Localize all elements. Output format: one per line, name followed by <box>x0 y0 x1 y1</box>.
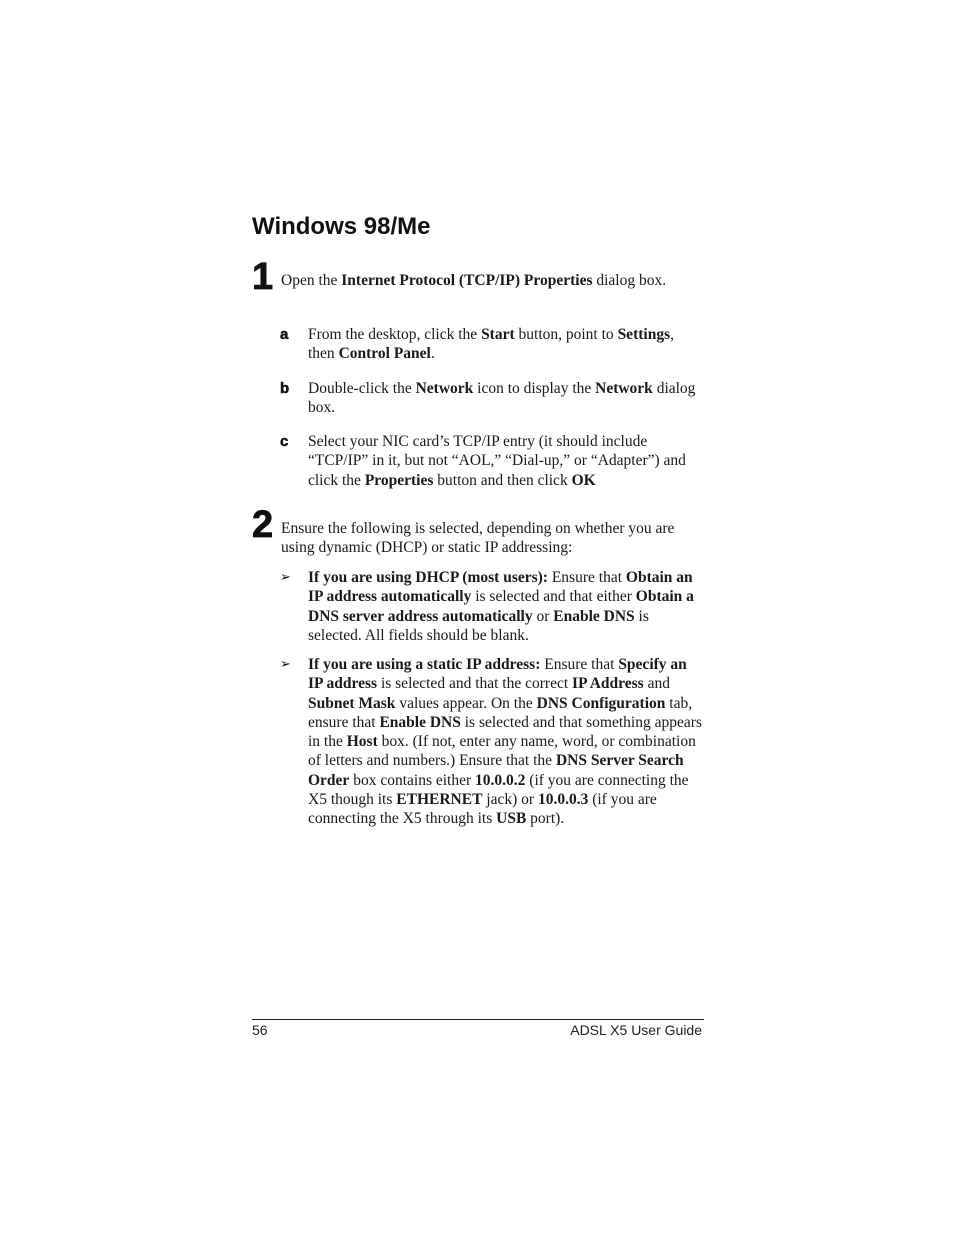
bold-term: If you are using a static IP address: <box>308 656 541 673</box>
bold-term: Internet Protocol (TCP/IP) Properties <box>341 272 593 289</box>
bold-term: Start <box>481 326 515 343</box>
bold-term: 10.0.0.3 <box>537 791 589 809</box>
bold-term: USB <box>496 810 527 828</box>
bold-term: Subnet Mask <box>308 694 396 712</box>
bold-term: Host <box>346 733 378 751</box>
substep-b-text: Double-click the Network icon to display the Network dialog box. <box>308 380 696 417</box>
bold-term: OK <box>571 471 596 489</box>
step-1-number: 1 <box>252 256 274 298</box>
bold-term: IP Address <box>572 675 644 693</box>
bullet-static-ip-text: If you are using a static IP address: Ensure that Specify an IP address is selected and that the correct IP Address and Subnet Mask values appear. On the DNS Configuration tab, ensure that Enable DNS is selected and that something appears in the Host box. (If not, enter any name, word, or combination of letters and numbers.) Ensure that the DNS Server Search Order box contains either 10.0.0.2 (if you are connecting the X5 though its ETHERNET jack) or 10.0.0.3 (if you are connecting the X5 through its USB port). <box>308 656 702 828</box>
bold-term: DNS Server Search Order <box>308 752 684 789</box>
bold-term: Properties <box>364 471 434 489</box>
substep-c-text: Select your NIC card’s TCP/IP entry (it should include “TCP/IP” in it, but not “AOL,” “Dial-up,” or “Adapter”) and click the Properties button and then click OK <box>308 433 686 489</box>
bold-term: DNS Configuration <box>536 694 666 712</box>
step-2-text: Ensure the following is selected, depending on whether you are using dynamic (DHCP) or static IP addressing: <box>281 520 675 557</box>
substep-c-letter: c <box>280 433 289 450</box>
step-2-number: 2 <box>252 504 274 546</box>
bullet-dhcp-text: If you are using DHCP (most users): Ensure that Obtain an IP address automatically is selected and that either Obtain a DNS server address automatically or Enable DNS is selected. All fields should be blank. <box>308 569 694 644</box>
substep-a-letter: a <box>280 326 289 343</box>
step-1-text: Open the Internet Protocol (TCP/IP) Properties dialog box. <box>281 272 667 289</box>
bold-term: ETHERNET <box>396 791 483 809</box>
bold-term: Enable DNS <box>379 713 461 731</box>
bullet-arrow-icon: ➢ <box>280 570 291 585</box>
bold-term: Network <box>415 380 474 397</box>
bold-term: Obtain an IP address automatically <box>308 569 693 606</box>
substep-a-text: From the desktop, click the Start button, point to Settings, then Control Panel. <box>308 326 674 363</box>
bold-term: Enable DNS <box>553 607 635 625</box>
guide-title: ADSL X5 User Guide <box>570 1022 702 1038</box>
bold-term: Control Panel <box>338 345 431 363</box>
bold-term: 10.0.0.2 <box>475 771 526 789</box>
bold-term: Network <box>595 380 653 397</box>
section-heading: Windows 98/Me <box>252 213 431 240</box>
page-number: 56 <box>252 1022 268 1038</box>
bold-term: If you are using DHCP (most users): <box>308 569 548 586</box>
bold-term: Settings <box>617 326 671 343</box>
bullet-arrow-icon: ➢ <box>280 657 291 672</box>
bold-term: Obtain a DNS server address automatically <box>308 588 694 625</box>
footer-divider <box>252 1019 704 1020</box>
substep-b-letter: b <box>280 380 290 397</box>
bold-term: Specify an IP address <box>308 656 687 693</box>
